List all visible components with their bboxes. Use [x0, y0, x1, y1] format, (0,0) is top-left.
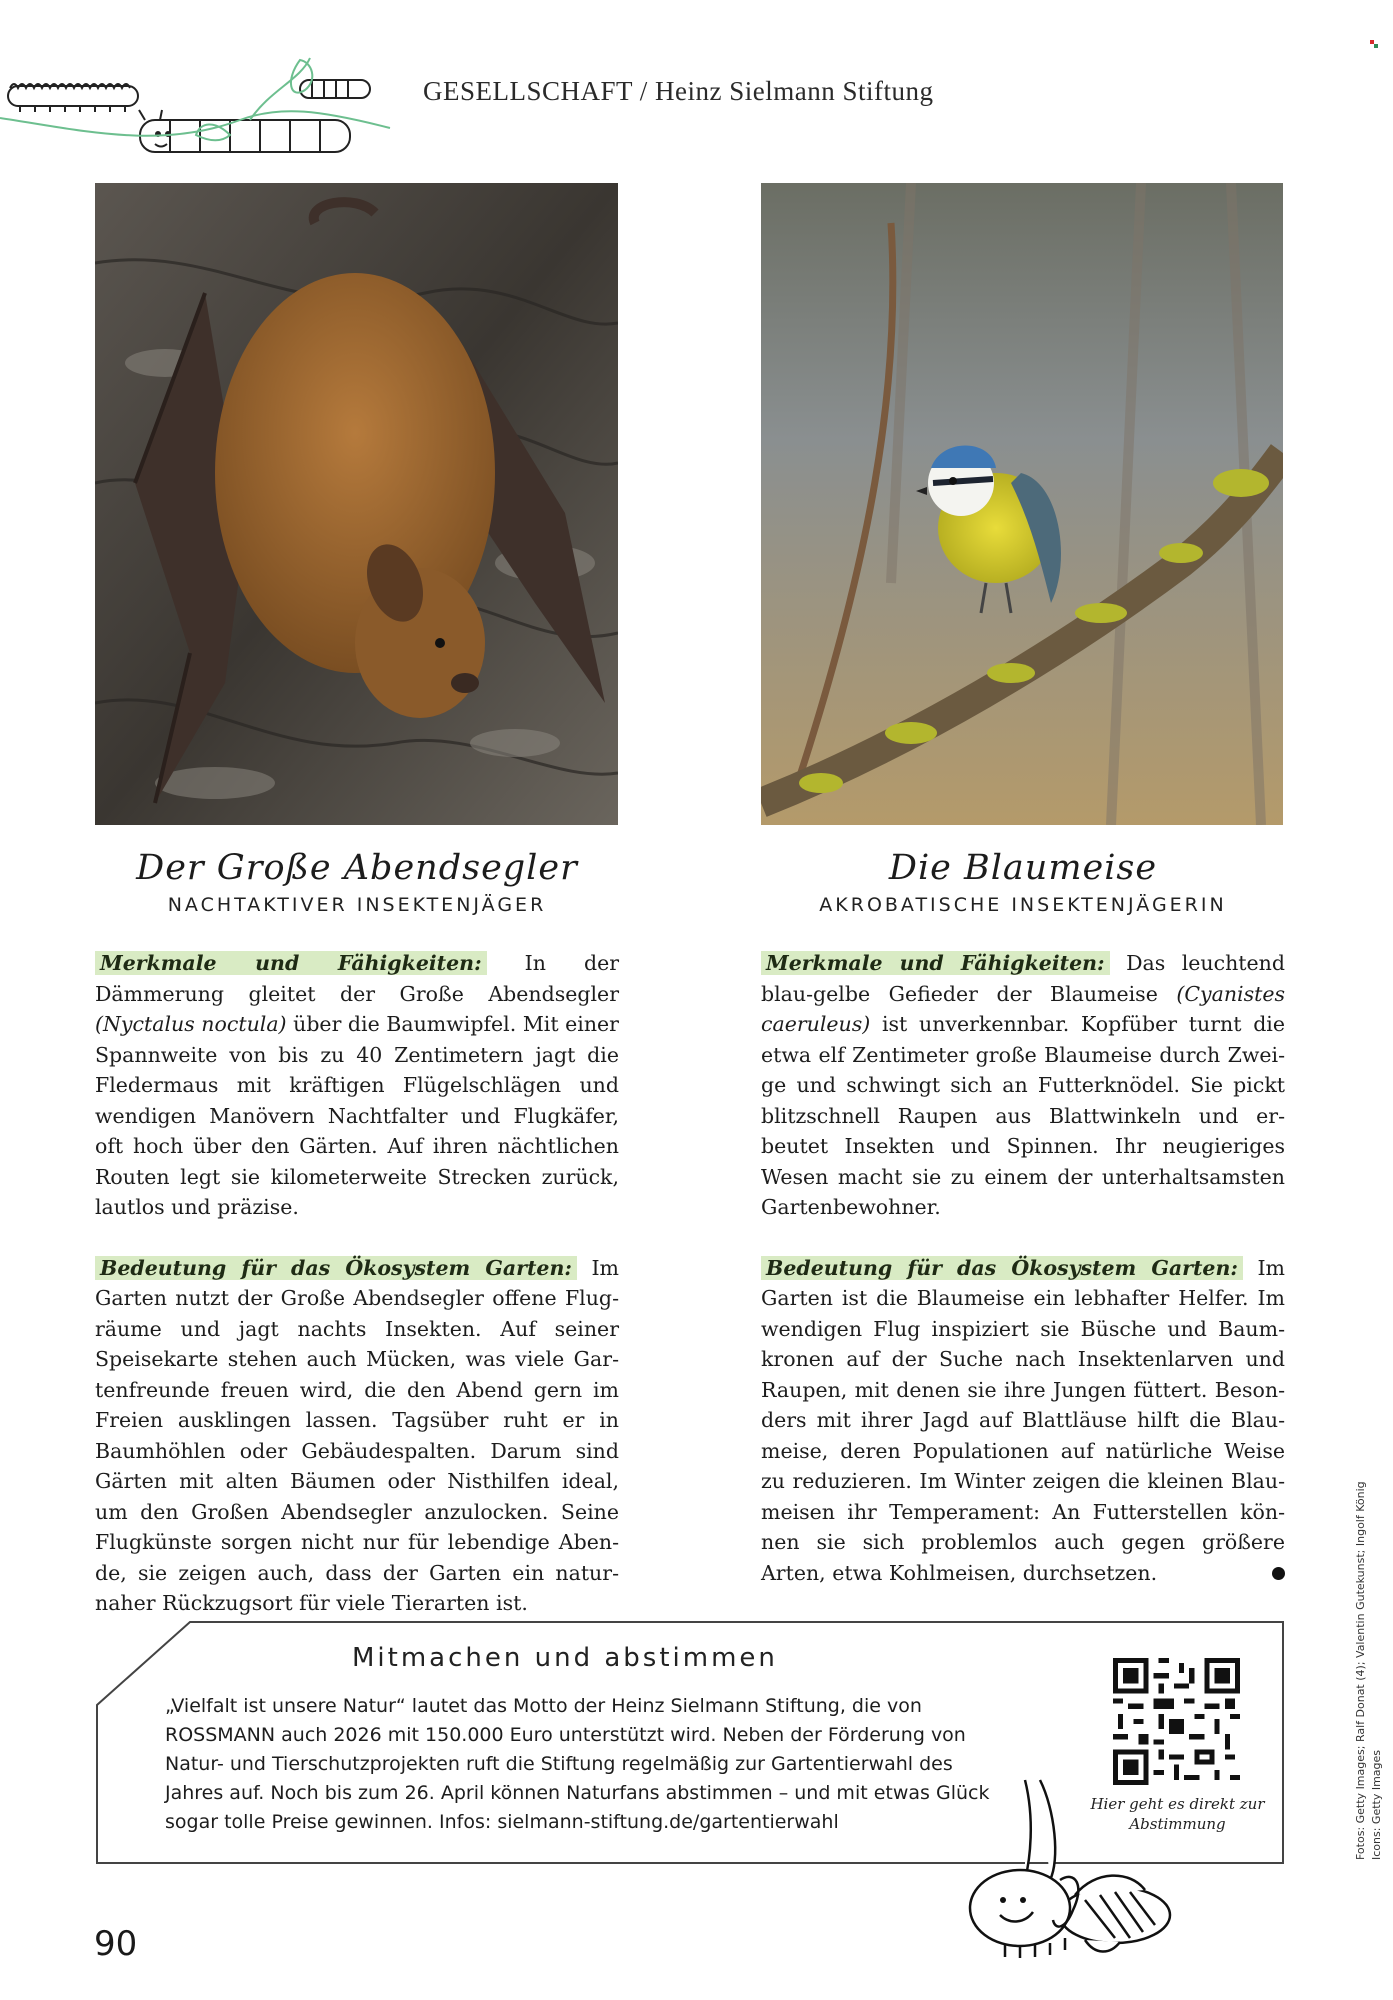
page-number: 90	[94, 1924, 138, 1964]
article-title: Die Blaumeise	[888, 848, 1158, 888]
ecosystem-label: Bedeutung für das Ökosystem Garten:	[95, 1256, 577, 1280]
blue-tit-photo	[761, 183, 1283, 825]
section-title: GESELLSCHAFT / Heinz Sielmann Stiftung	[423, 76, 934, 106]
info-box-title: Mitmachen und abstimmen	[352, 1643, 778, 1673]
features-text: In der Dämmerung gleitet der Große Abendsegler	[95, 951, 619, 1006]
features-text-cont: ist unverkennbar. Kopfüber turnt die etwa elf Zentimeter große Blaumeise durch Zweige und schwingt sich an Futterknödel. Sie pickt blitzschnell Raupen aus Blattwinkeln und erbeutet Insekten und Spinnen. Ihr neugieriges Wesen macht sie zu einem der unterhaltsamsten Gartenbewohner.	[761, 1012, 1285, 1219]
article-subtitle: NACHTAKTIVER INSEKTENJÄGER	[167, 894, 547, 916]
ecosystem-label: Bedeutung für das Ökosystem Garten:	[761, 1256, 1243, 1280]
features-paragraph	[761, 948, 1285, 1223]
credits-line: Icons: Getty Images	[1370, 1749, 1383, 1860]
ecosystem-text: Im Garten ist die Blaumeise ein lebhafter Helfer. Im wendigen Flug inspiziert sie Büsche und Baumkronen auf der Suche nach Insektenlarven und Raupen, mit denen sie ihre Jungen füttert. Besonders mit ihrer Jagd auf Blattläuse hilft die Blaumeise, deren Populationen auf natürliche Weise zu reduzieren. Im Winter zeigen die kleinen Blaumeisen ihr Temperament: An Futterstellen können sie sich problemlos auch gegen größere Arten, etwa Kohlmeisen, durchsetzen.	[761, 1255, 1285, 1585]
article-blue-tit	[761, 848, 1285, 1588]
brand-mark-icon	[1370, 40, 1378, 48]
features-text-cont: über die Baumwipfel. Mit einer Spannweite von bis zu 40 Zentimetern jagt die Fledermaus mit kräftigen Flügelschlägen und wendigen Manövern Nachtfalter und Flugkäfer, oft hoch über den Gärten. Auf ihren nächtlichen Routen legt sie kilometerweite Strecken zurück, lautlos und präzise.	[95, 1012, 619, 1219]
features-text: Das leuchtend blau-gelbe Gefieder der Blaumeise	[761, 951, 1285, 1006]
info-box-text: „Vielfalt ist unsere Natur“ lautet das Motto der Heinz Sielmann Stiftung, die von ROSSMANN auch 2026 mit 150.000 Euro unterstützt wird. Neben der Förderung von Natur- und Tierschutzprojekten ruft die Stiftung regelmäßig zur Gartentierwahl des Jahres auf. Noch bis zum 26. April können Naturfans abstimmen – und mit etwas Glück sogar tolle Preise gewinnen. Infos: sielmann-stiftung.de/gartentierwahl	[165, 1695, 990, 1833]
qr-caption: Hier geht es direkt zur Abstimmung	[1090, 1795, 1265, 1833]
credits-line: Fotos: Getty Images; Ralf Donat (4); Valentin Gutekunst; Ingolf König	[1354, 1481, 1367, 1860]
features-label: Merkmale und Fähigkeiten:	[761, 951, 1110, 975]
end-dot-icon	[1272, 1567, 1285, 1580]
latin-name: (Cyanistes caeruleus)	[761, 981, 1285, 1036]
features-paragraph	[95, 948, 619, 1223]
latin-name: (Nyctalus noctula)	[95, 1012, 287, 1036]
ecosystem-text: Im Garten nutzt der Große Abendsegler offene Flugräume und jagt nachts Insekten. Auf seiner Speisekarte stehen auch Mücken, was viele Gartenfreunde freuen wird, die den Abend gern im Freien ausklingen lassen. Tagsüber ruht er in Baumhöhlen oder Gebäudespalten. Darum sind Gärten mit alten Bäumen oder Nisthilfen ideal, um den Großen Abendsegler anzulocken. Seine Flugkünste sorgen nicht nur für lebendige Abende, sie zeigen auch, dass der Garten ein naturnaher Rückzugsort für viele Tierarten ist.	[95, 1255, 619, 1615]
article-title: Der Große Abendsegler	[136, 848, 578, 888]
ecosystem-paragraph	[95, 1253, 619, 1619]
photo-credits	[1353, 1481, 1385, 1860]
caterpillar-illustration	[0, 50, 395, 170]
article-bat	[95, 848, 619, 1619]
ecosystem-paragraph	[761, 1253, 1285, 1589]
article-subtitle: AKROBATISCHE INSEKTENJÄGERIN	[819, 894, 1227, 916]
features-label: Merkmale und Fähigkeiten:	[95, 951, 487, 975]
bat-photo	[95, 183, 618, 825]
grasshopper-illustration	[965, 1760, 1175, 1960]
